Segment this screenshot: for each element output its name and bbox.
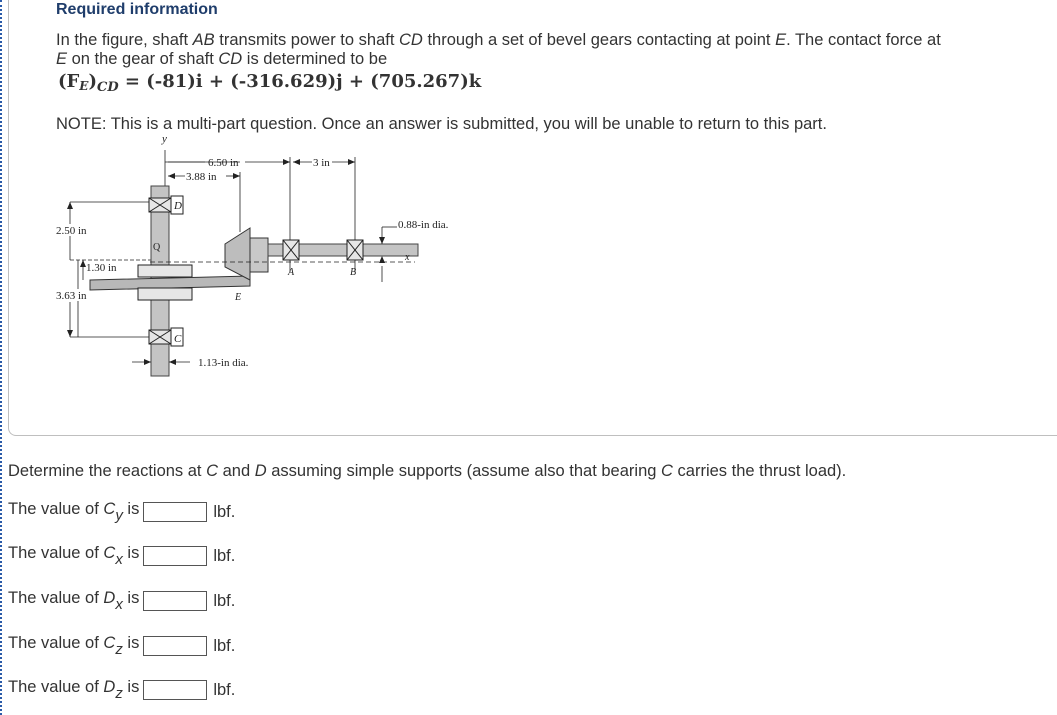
figure-label-a: A bbox=[288, 267, 295, 278]
dim-3-88: 3.88 in bbox=[186, 171, 217, 183]
figure-label-y: y bbox=[162, 133, 167, 145]
unit-label: lbf. bbox=[213, 502, 236, 521]
answer-row-cz: The value of $C_z$ is lbf. bbox=[8, 634, 236, 658]
gear-shaft-figure bbox=[50, 132, 470, 382]
figure-label-d: D bbox=[174, 200, 182, 212]
unit-label: lbf. bbox=[213, 591, 236, 610]
answer-row-cy: The value of $C_y$ is lbf. bbox=[8, 500, 236, 524]
section-heading: Required information bbox=[56, 1, 218, 18]
figure-label-c: C bbox=[174, 333, 182, 345]
note-text: NOTE: This is a multi-part question. Once an answer is submitted, you will be unable to return to this part. bbox=[56, 115, 827, 133]
unit-label: lbf. bbox=[213, 636, 236, 655]
answer-input-dz[interactable] bbox=[143, 680, 207, 700]
dim-3-63: 3.63 in bbox=[56, 290, 87, 302]
dim-1-30: 1.30 in bbox=[86, 262, 117, 274]
figure-label-q: Q bbox=[153, 242, 161, 253]
problem-statement: In the figure, shaft AB transmits power to shaft CD through a set of bevel gears contacting at point E. The contact force at E on the gear of shaft CD is determined to be bbox=[56, 31, 941, 68]
figure-label-b: B bbox=[350, 267, 357, 278]
force-formula: $(FE)_{CD} = (-81)i + (-316.629)j + (705.267)k$ bbox=[58, 71, 482, 95]
unit-label: lbf. bbox=[213, 680, 236, 699]
answer-input-cz[interactable] bbox=[143, 636, 207, 656]
unit-label: lbf. bbox=[213, 546, 236, 565]
dim-1-13: 1.13-in dia. bbox=[198, 357, 249, 369]
dim-6-50: 6.50 in bbox=[208, 157, 239, 169]
answer-row-dz: The value of $D_z$ is lbf. bbox=[8, 678, 236, 702]
left-border bbox=[0, 0, 2, 715]
figure-label-x: x bbox=[405, 252, 410, 263]
figure-label-e: E bbox=[235, 292, 242, 303]
answer-row-cx: The value of $C_x$ is lbf. bbox=[8, 544, 236, 568]
answer-input-cy[interactable] bbox=[143, 502, 207, 522]
answer-input-cx[interactable] bbox=[143, 546, 207, 566]
dim-3: 3 in bbox=[313, 157, 330, 169]
question-text: Determine the reactions at C and D assuming simple supports (assume also that bearing C carries the thrust load). bbox=[8, 462, 847, 480]
dim-0-88: 0.88-in dia. bbox=[398, 219, 449, 231]
dim-2-50: 2.50 in bbox=[56, 225, 87, 237]
answer-row-dx: The value of $D_x$ is lbf. bbox=[8, 589, 236, 613]
answer-input-dx[interactable] bbox=[143, 591, 207, 611]
